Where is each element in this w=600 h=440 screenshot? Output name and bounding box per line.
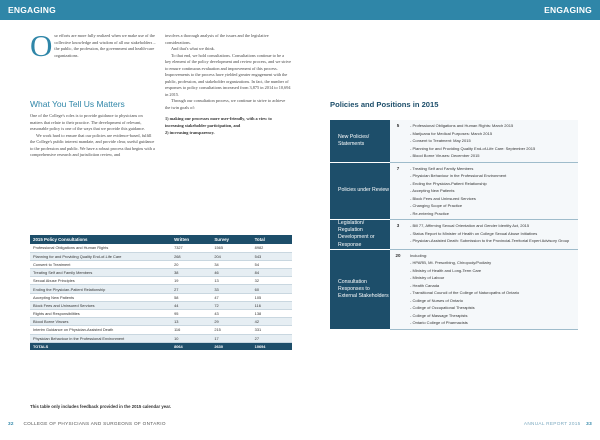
table-cell: 19 [171,277,211,285]
table-cell: 331 [252,326,292,334]
policy-items [406,162,578,220]
table-cell: 54 [252,260,292,268]
list-item: - Ministry of Health and Long-Term Care [410,267,574,275]
table-row [30,310,292,318]
policy-count: 3 [390,220,406,250]
table-cell: 32 [252,277,292,285]
table-cell: Treating Self and Family Members [30,269,171,277]
column-header: Total [252,235,292,244]
table-row [30,301,292,309]
table-cell: 8064 [171,342,211,350]
policy-row [330,249,578,329]
policies-title: Policies and Positions in 2015 [330,100,439,109]
column-header: Written [171,235,211,244]
list-item: - Bill 77, Affirming Sexual Orientation and Gender Identity Act, 2015 [410,222,574,230]
list-item: - Ministry of Labour [410,274,574,282]
policy-row [330,220,578,250]
table-cell: Physician Behaviour in the Professional Environment [30,334,171,342]
table-cell: 2630 [211,342,251,350]
table-cell: TOTALS [30,342,171,350]
table-cell: 34 [211,260,251,268]
table-cell: 20 [171,260,211,268]
list-item: - Ontario College of Pharmacists [410,319,574,327]
policy-items [406,249,578,329]
table-cell: 43 [211,310,251,318]
table-cell: 95 [171,310,211,318]
footer-report: ANNUAL REPORT 2015 [523,421,581,426]
list-item: - Changing Scope of Practice [410,202,574,210]
policy-category: Policies under Review [330,162,390,220]
list-item: - Status Report to Minister of Health on College Sexual Abuse Initiatives [410,230,574,238]
consultations-table [30,235,292,350]
table-row [30,293,292,301]
paragraph: We work hard to ensure that our policies are evidence-based, fulfill the College's public interest mandate, and provide clear, useful guidance to the profession and public. We have a robust process that begins with a comprehensive research and jurisdiction review, and [30,132,155,157]
list-item: - Professional Obligations and Human Rights: March 2015 [410,122,574,130]
goal-1: 1) making our processes more user-friendly, with a view to increasing stakeholder participation, and [165,116,272,128]
policy-category: Legislation/ Regulation Development or Response [330,220,390,250]
table-cell: 27 [171,285,211,293]
policy-row [330,120,578,162]
table-cell: 116 [252,301,292,309]
list-item: - Treating Self and Family Members [410,165,574,173]
table-row [30,285,292,293]
table-row [30,318,292,326]
list-item: - College of Nurses of Ontario [410,297,574,305]
table-cell: Planning for and Providing Quality End-of-Life Care [30,252,171,260]
policy-category: Consultation Responses to External Stakeholders [330,249,390,329]
table-cell: Block Fees and Uninsured Services [30,301,171,309]
drop-cap: O [30,28,53,63]
list-item: - Re-entering Practice [410,210,574,218]
footer-left [8,421,166,426]
table-cell: 215 [211,326,251,334]
table-cell: Accepting New Patients [30,293,171,301]
table-cell: 138 [252,310,292,318]
footer-org: COLLEGE OF PHYSICIANS AND SURGEONS OF ONTARIO [23,421,166,426]
list-item: - Transitional Council of the College of Naturopaths of Ontario [410,289,574,297]
table-row [30,252,292,260]
body-column-right [165,33,291,137]
table-cell: Professional Obligations and Human Rights [30,244,171,252]
list-item: - Planning for and Providing Quality End-of-Life Care: September 2015 [410,145,574,153]
table-cell: 1565 [211,244,251,252]
table-row [30,260,292,268]
policy-items [406,220,578,250]
table-row [30,244,292,252]
list-item: - Physician-Assisted Death: Submission to the Provincial-Territorial Expert Advisory Group [410,237,574,245]
intro-text: ur efforts are more fully realized when we make use of the collective knowledge and wisdom of all our stakeholders – the public, the profession, the government and health-care organizations. [54,33,156,58]
table-cell: Consent to Treatment [30,260,171,268]
paragraph: Through our consultation process, we continue to strive to achieve the twin goals of: [165,98,286,110]
footer-right [524,421,592,426]
table-cell: Blood Borne Viruses [30,318,171,326]
page-number: 33 [586,421,592,426]
table-cell: Sexual Abuse Principles [30,277,171,285]
table-cell: 27 [252,334,292,342]
paragraph: One of the College's roles is to provide guidance to physicians on matters that relate to their practice. The development of relevant, reasonable policy is one of the ways that we provide this guidance. [30,113,146,131]
table-cell: 543 [252,252,292,260]
list-item: - Block Fees and Uninsured Services [410,195,574,203]
table-cell: 8982 [252,244,292,252]
table-cell: 105 [252,293,292,301]
list-item: - Blood Borne Viruses: December 2015 [410,152,574,160]
column-header: Survey [211,235,251,244]
body-column-left [30,113,156,159]
table-cell: 10 [171,334,211,342]
table-cell: 268 [171,252,211,260]
policy-row [330,162,578,220]
table-cell: 46 [211,269,251,277]
table-cell: 38 [171,269,211,277]
totals-row [30,342,292,350]
table-cell: 44 [171,301,211,309]
table-row [30,277,292,285]
table-cell: 7327 [171,244,211,252]
goal-2: 2) increasing transparency. [165,130,215,135]
paragraph: involves a thorough analysis of the issues and the legislative considerations. [165,33,269,45]
policy-items-lead: Including: [410,252,428,258]
table-cell: Ending the Physician-Patient Relationship [30,285,171,293]
policy-category: New Policies/ Statements [330,120,390,162]
table-header-row [30,235,292,244]
table-row [30,334,292,342]
section-heading: What You Tell Us Matters [30,99,125,109]
table-cell: 204 [211,252,251,260]
list-item: - College of Massage Therapists [410,312,574,320]
list-item: - Accepting New Patients [410,187,574,195]
table-cell: Interim Guidance on Physician-Assisted Death [30,326,171,334]
list-item: - Physician Behaviour in the Professional Environment [410,172,574,180]
table-cell: Rights and Responsibilities [30,310,171,318]
table-cell: 60 [252,285,292,293]
list-item: - College of Occupational Therapists [410,304,574,312]
page-number: 32 [8,421,14,426]
policy-count: 7 [390,162,406,220]
table-cell: 58 [171,293,211,301]
list-item: - Health Canada [410,282,574,290]
policies-table [330,120,578,330]
table-row [30,269,292,277]
table-row [30,326,292,334]
table-cell: 29 [211,318,251,326]
table-cell: 72 [211,301,251,309]
table-cell: 13 [211,277,251,285]
policy-items [406,120,578,162]
table-cell: 13 [171,318,211,326]
list-item: - Consent to Treatment: May 2015 [410,137,574,145]
policy-count: 5 [390,120,406,162]
table-cell: 47 [211,293,251,301]
header-left-title: ENGAGING [0,0,300,20]
table-cell: 42 [252,318,292,326]
list-item: - HPARB, Mt. Prescribing, Chiropody/Podiatry [410,259,574,267]
policy-count: 20 [390,249,406,329]
table-cell: 10694 [252,342,292,350]
paragraph: To that end, we hold consultations. Consultations continue to be a key element of the policy development and review process, and we strive to ensure continuous evaluation and improvement of this process. Improvements to the process have yielded greater engagement with the public, profession, and stakeholder organizations. In fact, the number of responses to policy consultations increased from 3,875 in 2014 to 10,694 in 2015. [165,52,291,97]
table-cell: 33 [211,285,251,293]
table-cell: 17 [211,334,251,342]
table-cell: 116 [171,326,211,334]
paragraph: And that's what we think. [171,46,215,51]
header-right-title: ENGAGING [300,0,600,20]
table-note: This table only includes feedback provided in the 2015 calendar year. [30,404,172,409]
intro-paragraph [30,28,156,63]
column-header: 2015 Policy Consultations [30,235,171,244]
table-cell: 84 [252,269,292,277]
list-item: - Ending the Physician-Patient Relationship [410,180,574,188]
list-item: - Marijuana for Medical Purposes: March 2015 [410,130,574,138]
